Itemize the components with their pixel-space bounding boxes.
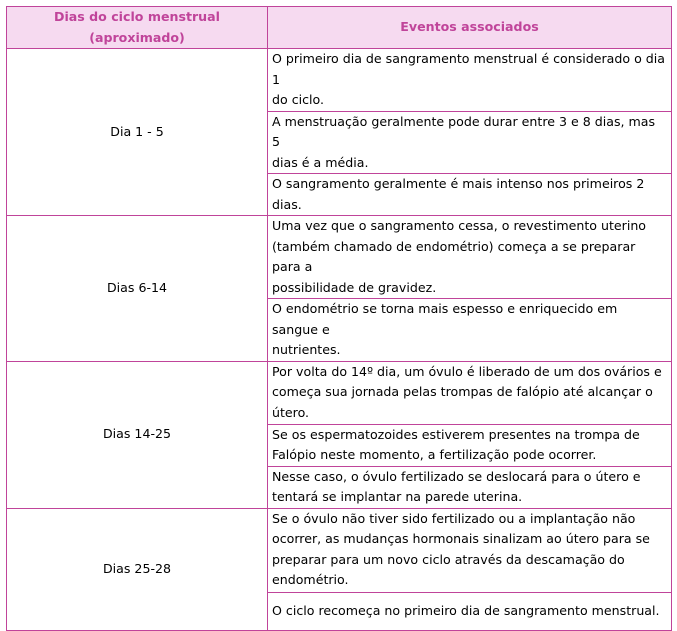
event-line: Se o óvulo não tiver sido fertilizado ou a implantação não <box>272 510 636 526</box>
table-row <box>7 361 672 424</box>
event-line: O ciclo recomeça no primeiro dia de sangramento menstrual. <box>272 602 660 618</box>
days-cell: Dias 14-25 <box>7 361 268 508</box>
event-line: dias é a média. <box>272 154 369 170</box>
event-cell <box>268 466 672 508</box>
event-cell <box>268 592 672 630</box>
event-line: Uma vez que o sangramento cessa, o revestimento uterino <box>272 218 646 233</box>
event-line: Por volta do 14º dia, um óvulo é liberado de um dos ovários e <box>272 363 662 379</box>
menstrual-cycle-table <box>6 6 672 631</box>
event-line: possibilidade de gravidez. <box>272 279 437 295</box>
event-cell <box>268 299 672 362</box>
event-line: endométrio. <box>272 572 349 587</box>
event-line: começa sua jornada pelas trompas de falópio até alcançar o <box>272 384 653 399</box>
table-row <box>7 216 672 299</box>
event-cell <box>268 174 672 216</box>
event-line: nutrientes. <box>272 342 341 357</box>
days-cell: Dias 25-28 <box>7 508 268 630</box>
event-cell <box>268 424 672 466</box>
event-cell <box>268 49 672 112</box>
event-line: do ciclo. <box>272 92 325 107</box>
event-cell <box>268 111 672 174</box>
event-line: ocorrer, as mudanças hormonais sinalizam ao útero para se <box>272 531 650 546</box>
header-events: Eventos associados <box>268 7 672 49</box>
event-line: O sangramento geralmente é mais intenso nos primeiros 2 dias. <box>272 176 645 212</box>
event-line: A menstruação geralmente pode durar entre 3 e 8 dias, mas 5 <box>272 113 656 149</box>
event-line: útero. <box>272 404 310 420</box>
event-line: Nesse caso, o óvulo fertilizado se deslocará para o útero e <box>272 468 641 484</box>
event-line: Se os espermatozoides estiverem presentes na trompa de <box>272 426 640 442</box>
header-days: Dias do ciclo menstrual (aproximado) <box>7 7 268 49</box>
table-row <box>7 49 672 112</box>
event-cell <box>268 361 672 424</box>
event-line: Falópio neste momento, a fertilização pode ocorrer. <box>272 447 597 462</box>
days-cell: Dia 1 - 5 <box>7 49 268 216</box>
event-cell <box>268 508 672 592</box>
event-cell <box>268 216 672 299</box>
days-cell: Dias 6-14 <box>7 216 268 362</box>
event-line: preparar para um novo ciclo através da descamação do <box>272 551 625 567</box>
event-line: (também chamado de endométrio) começa a se preparar para a <box>272 238 636 274</box>
event-line: O primeiro dia de sangramento menstrual é considerado o dia 1 <box>272 51 666 87</box>
header-row <box>7 7 672 49</box>
table-row <box>7 508 672 592</box>
event-line: O endométrio se torna mais espesso e enriquecido em sangue e <box>272 301 618 337</box>
event-line: tentará se implantar na parede uterina. <box>272 489 523 504</box>
